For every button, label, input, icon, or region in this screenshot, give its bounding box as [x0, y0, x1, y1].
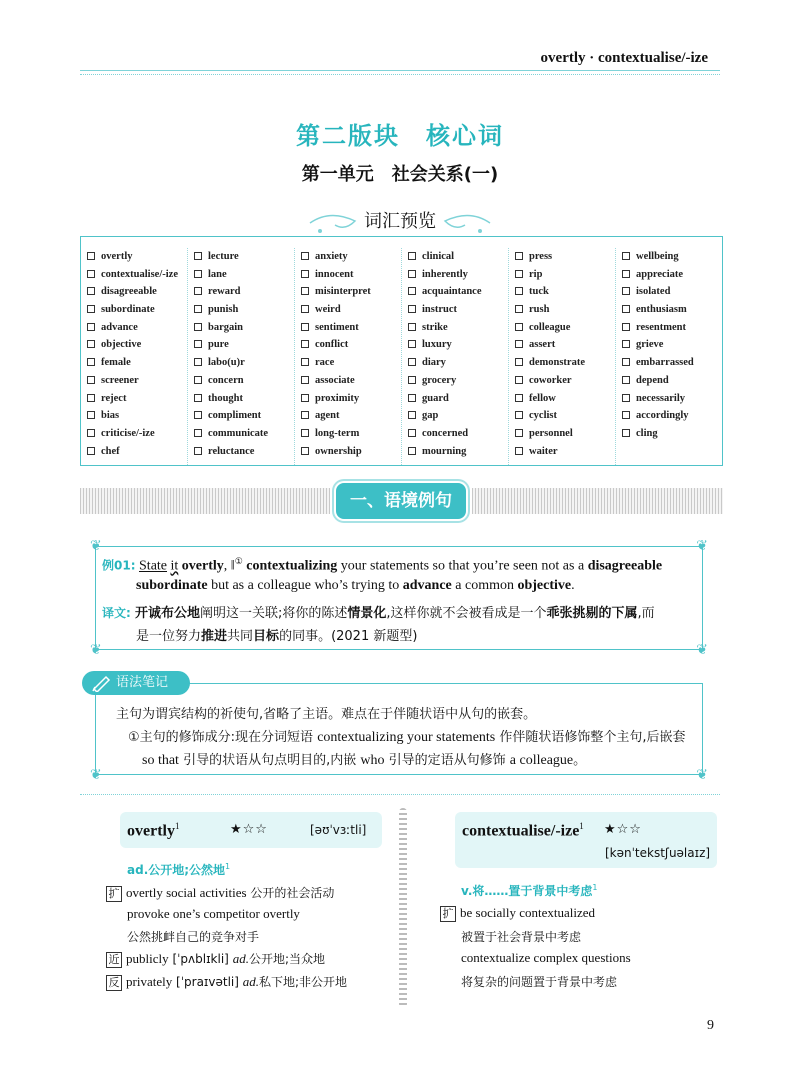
- vocab-item: clinical: [408, 248, 508, 266]
- checkbox-icon[interactable]: [301, 394, 309, 402]
- vocab-item: reject: [87, 390, 187, 408]
- checkbox-icon[interactable]: [408, 447, 416, 455]
- expand-tag-icon: 扩: [440, 906, 456, 922]
- antonym-tag-icon: 反: [106, 975, 122, 991]
- checkbox-icon[interactable]: [301, 340, 309, 348]
- checkbox-icon[interactable]: [194, 429, 202, 437]
- vocab-item: accordingly: [622, 407, 722, 425]
- frequency-stars: ★☆☆: [230, 822, 268, 837]
- corner-ornament-icon: ❦: [696, 642, 708, 658]
- page-number: 9: [707, 1018, 714, 1033]
- checkbox-icon[interactable]: [622, 340, 630, 348]
- vocab-item: rush: [515, 301, 615, 319]
- translation-line2: 是一位努力推进共同目标的同事。(2021 新题型): [136, 629, 418, 644]
- headword: overtly$^1$: [127, 821, 180, 840]
- vocab-item: grieve: [622, 336, 722, 354]
- vocab-column: [616, 248, 722, 465]
- header-rule: [80, 70, 720, 71]
- example-sentence-line2: subordinate but as a colleague who’s trying to advance a common objective.: [136, 578, 575, 593]
- vocab-item: concerned: [408, 425, 508, 443]
- checkbox-icon[interactable]: [515, 447, 523, 455]
- expansion-entry: 扩 be socially contextualized: [440, 905, 595, 922]
- checkbox-icon[interactable]: [87, 447, 95, 455]
- checkbox-icon[interactable]: [408, 394, 416, 402]
- vocab-item: innocent: [301, 266, 401, 284]
- vocab-item: tuck: [515, 283, 615, 301]
- checkbox-icon[interactable]: [301, 270, 309, 278]
- vocab-title: 词汇预览: [364, 211, 436, 232]
- vocab-item: acquaintance: [408, 283, 508, 301]
- headword: contextualise/-ize$^1$: [462, 821, 584, 840]
- part-of-speech: ad.公开地;公然地$^1$: [127, 862, 231, 877]
- vocab-item: assert: [515, 336, 615, 354]
- corner-ornament-icon: ❦: [90, 642, 102, 658]
- checkbox-icon[interactable]: [194, 287, 202, 295]
- expansion-translation: 被置于社会背景中考虑: [461, 930, 582, 944]
- checkbox-icon[interactable]: [408, 323, 416, 331]
- vocab-item: wellbeing: [622, 248, 722, 266]
- antonym-entry: 反 privately [ˈpraɪvətli] ad.私下地;非公开地: [106, 973, 347, 991]
- vocab-column: [295, 248, 402, 465]
- vocab-item: criticise/-ize: [87, 425, 187, 443]
- vocab-item: contextualise/-ize: [87, 266, 187, 284]
- checkbox-icon[interactable]: [622, 358, 630, 366]
- vocab-item: cyclist: [515, 407, 615, 425]
- vocab-item: long-term: [301, 425, 401, 443]
- vocab-column: [81, 248, 188, 465]
- checkbox-icon[interactable]: [301, 252, 309, 260]
- checkbox-icon[interactable]: [515, 323, 523, 331]
- unit-title: 第一单元 社会关系(一): [301, 164, 499, 185]
- vocab-item: bargain: [194, 319, 294, 337]
- vocab-item: inherently: [408, 266, 508, 284]
- vocab-preview-table: [80, 236, 723, 466]
- banner-stripe-right: [472, 488, 723, 514]
- checkbox-icon[interactable]: [87, 270, 95, 278]
- vocab-item: mourning: [408, 443, 508, 461]
- corner-ornament-icon: ❦: [696, 767, 708, 783]
- checkbox-icon[interactable]: [87, 429, 95, 437]
- checkbox-icon[interactable]: [194, 376, 202, 384]
- vocab-item: demonstrate: [515, 354, 615, 372]
- vocab-item: conflict: [301, 336, 401, 354]
- vocab-item: misinterpret: [301, 283, 401, 301]
- vocab-item: chef: [87, 443, 187, 461]
- vocab-item: embarrassed: [622, 354, 722, 372]
- vocab-item: subordinate: [87, 301, 187, 319]
- synonym-entry: 近 publicly [ˈpʌblɪkli] ad.公开地;当众地: [106, 950, 325, 968]
- vocab-item: anxiety: [301, 248, 401, 266]
- vocab-item: associate: [301, 372, 401, 390]
- checkbox-icon[interactable]: [301, 447, 309, 455]
- vocab-item: ownership: [301, 443, 401, 461]
- checkbox-icon[interactable]: [408, 429, 416, 437]
- corner-ornament-icon: ❦: [90, 538, 102, 554]
- checkbox-icon[interactable]: [194, 252, 202, 260]
- expansion-entry: provoke one’s competitor overtly: [127, 906, 300, 921]
- checkbox-icon[interactable]: [87, 323, 95, 331]
- vocab-item: colleague: [515, 319, 615, 337]
- vocab-item: labo(u)r: [194, 354, 294, 372]
- grammar-note-label: 语法笔记: [116, 675, 169, 690]
- checkbox-icon[interactable]: [515, 411, 523, 419]
- vocab-item: screener: [87, 372, 187, 390]
- grammar-note-line2: ①主句的修饰成分:现在分词短语 contextualizing your statements 作伴随状语修饰整个主句,后嵌套: [128, 730, 686, 745]
- checkbox-icon[interactable]: [87, 358, 95, 366]
- translation-label: 译文: [102, 606, 127, 620]
- checkbox-icon[interactable]: [301, 323, 309, 331]
- vocab-item: disagreeable: [87, 283, 187, 301]
- checkbox-icon[interactable]: [515, 340, 523, 348]
- checkbox-icon[interactable]: [87, 411, 95, 419]
- checkbox-icon[interactable]: [87, 252, 95, 260]
- checkbox-icon[interactable]: [408, 340, 416, 348]
- checkbox-icon[interactable]: [408, 252, 416, 260]
- grammar-note-line1: 主句为谓宾结构的祈使句,省略了主语。难点在于伴随状语中从句的嵌套。: [116, 707, 537, 722]
- checkbox-icon[interactable]: [515, 252, 523, 260]
- vocab-item: guard: [408, 390, 508, 408]
- vocab-item: strike: [408, 319, 508, 337]
- frequency-stars: ★☆☆: [604, 822, 642, 837]
- vocab-item: pure: [194, 336, 294, 354]
- section-banner: [80, 483, 723, 519]
- phonetic: [kənˈtekstʃuəlaɪz]: [605, 846, 711, 860]
- checkbox-icon[interactable]: [194, 394, 202, 402]
- vocab-item: communicate: [194, 425, 294, 443]
- vocab-column: [402, 248, 509, 465]
- vocab-item: bias: [87, 407, 187, 425]
- vocab-item: objective: [87, 336, 187, 354]
- checkbox-icon[interactable]: [194, 270, 202, 278]
- phonetic: [əʊˈvɜːtli]: [310, 823, 367, 837]
- vocab-item: necessarily: [622, 390, 722, 408]
- vocab-item: agent: [301, 407, 401, 425]
- checkbox-icon[interactable]: [622, 305, 630, 313]
- vocab-item: coworker: [515, 372, 615, 390]
- vocab-item: thought: [194, 390, 294, 408]
- checkbox-icon[interactable]: [301, 358, 309, 366]
- header-dotted-rule: [80, 74, 720, 75]
- grammar-note-tab: [82, 671, 190, 695]
- vocab-item: weird: [301, 301, 401, 319]
- checkbox-icon[interactable]: [87, 376, 95, 384]
- checkbox-icon[interactable]: [622, 376, 630, 384]
- block-title: 第二版块 核心词: [296, 122, 504, 150]
- checkbox-icon[interactable]: [622, 394, 630, 402]
- expansion-translation: 公然挑衅自己的竞争对手: [127, 930, 260, 944]
- checkbox-icon[interactable]: [301, 376, 309, 384]
- vocab-item: proximity: [301, 390, 401, 408]
- checkbox-icon[interactable]: [194, 340, 202, 348]
- vocab-item: press: [515, 248, 615, 266]
- checkbox-icon[interactable]: [408, 411, 416, 419]
- vocab-item: fellow: [515, 390, 615, 408]
- vocab-item: lane: [194, 266, 294, 284]
- expansion-translation: 将复杂的问题置于背景中考虑: [461, 975, 618, 989]
- checkbox-icon[interactable]: [622, 252, 630, 260]
- translation-line1: 译文: 开诚布公地阐明这一关联;将你的陈述情景化,这样你就不会被看成是一个乖张挑剔的下属,而: [102, 606, 655, 621]
- checkbox-icon[interactable]: [408, 270, 416, 278]
- checkbox-icon[interactable]: [87, 287, 95, 295]
- checkbox-icon[interactable]: [194, 305, 202, 313]
- checkbox-icon[interactable]: [515, 376, 523, 384]
- vocab-item: rip: [515, 266, 615, 284]
- checkbox-icon[interactable]: [622, 323, 630, 331]
- checkbox-icon[interactable]: [194, 358, 202, 366]
- example-sentence-line1: 例01: State it overtly, ‖① contextualizing your statements so that you’re seen not as a disagreeable: [102, 556, 663, 574]
- vocab-item: reward: [194, 283, 294, 301]
- vocab-item: punish: [194, 301, 294, 319]
- checkbox-icon[interactable]: [622, 411, 630, 419]
- checkbox-icon[interactable]: [408, 376, 416, 384]
- vocab-item: depend: [622, 372, 722, 390]
- checkbox-icon[interactable]: [194, 447, 202, 455]
- checkbox-icon[interactable]: [515, 394, 523, 402]
- vocab-item: overtly: [87, 248, 187, 266]
- vocab-item: diary: [408, 354, 508, 372]
- vocab-item: cling: [622, 425, 722, 443]
- checkbox-icon[interactable]: [408, 287, 416, 295]
- example-label: 例01: [102, 558, 131, 573]
- running-head: overtly · contextualise/-ize: [540, 50, 708, 66]
- checkbox-icon[interactable]: [622, 429, 630, 437]
- checkbox-icon[interactable]: [301, 429, 309, 437]
- checkbox-icon[interactable]: [194, 323, 202, 331]
- section-title: 一、语境例句: [336, 483, 466, 519]
- vocab-column: [188, 248, 295, 465]
- vocab-item: waiter: [515, 443, 615, 461]
- checkbox-icon[interactable]: [622, 287, 630, 295]
- checkbox-icon[interactable]: [301, 411, 309, 419]
- vocab-item: lecture: [194, 248, 294, 266]
- checkbox-icon[interactable]: [408, 358, 416, 366]
- section-dotted-rule: [80, 794, 720, 795]
- checkbox-icon[interactable]: [515, 358, 523, 366]
- column-divider: [399, 808, 407, 1008]
- vocab-item: instruct: [408, 301, 508, 319]
- pen-icon: [91, 674, 111, 692]
- checkbox-icon[interactable]: [515, 287, 523, 295]
- checkbox-icon[interactable]: [87, 340, 95, 348]
- checkbox-icon[interactable]: [515, 305, 523, 313]
- vocab-item: enthusiasm: [622, 301, 722, 319]
- part-of-speech: v.将……置于背景中考虑$^1$: [461, 883, 598, 898]
- vocab-item: advance: [87, 319, 187, 337]
- expansion-entry: 扩 overtly social activities 公开的社会活动: [106, 884, 334, 902]
- vocab-item: female: [87, 354, 187, 372]
- vocab-item: race: [301, 354, 401, 372]
- checkbox-icon[interactable]: [515, 429, 523, 437]
- expand-tag-icon: 扩: [106, 886, 122, 902]
- expansion-entry: contextualize complex questions: [461, 950, 631, 965]
- corner-ornament-icon: ❦: [90, 767, 102, 783]
- checkbox-icon[interactable]: [87, 305, 95, 313]
- vocab-item: concern: [194, 372, 294, 390]
- checkbox-icon[interactable]: [87, 394, 95, 402]
- vocab-item: isolated: [622, 283, 722, 301]
- checkbox-icon[interactable]: [515, 270, 523, 278]
- grammar-note-line3: so that 引导的状语从句点明目的,内嵌 who 引导的定语从句修饰 a colleague。: [142, 753, 587, 768]
- vocab-item: grocery: [408, 372, 508, 390]
- vocab-item: luxury: [408, 336, 508, 354]
- banner-stripe-left: [80, 488, 330, 514]
- vocab-item: gap: [408, 407, 508, 425]
- checkbox-icon[interactable]: [194, 411, 202, 419]
- vocab-item: sentiment: [301, 319, 401, 337]
- vocab-item: compliment: [194, 407, 294, 425]
- checkbox-icon[interactable]: [622, 270, 630, 278]
- vocab-item: appreciate: [622, 266, 722, 284]
- vocab-column: [509, 248, 616, 465]
- checkbox-icon[interactable]: [301, 305, 309, 313]
- corner-ornament-icon: ❦: [696, 538, 708, 554]
- checkbox-icon[interactable]: [408, 305, 416, 313]
- vocab-item: personnel: [515, 425, 615, 443]
- vocab-item: resentment: [622, 319, 722, 337]
- synonym-tag-icon: 近: [106, 952, 122, 968]
- checkbox-icon[interactable]: [301, 287, 309, 295]
- vocab-item: reluctance: [194, 443, 294, 461]
